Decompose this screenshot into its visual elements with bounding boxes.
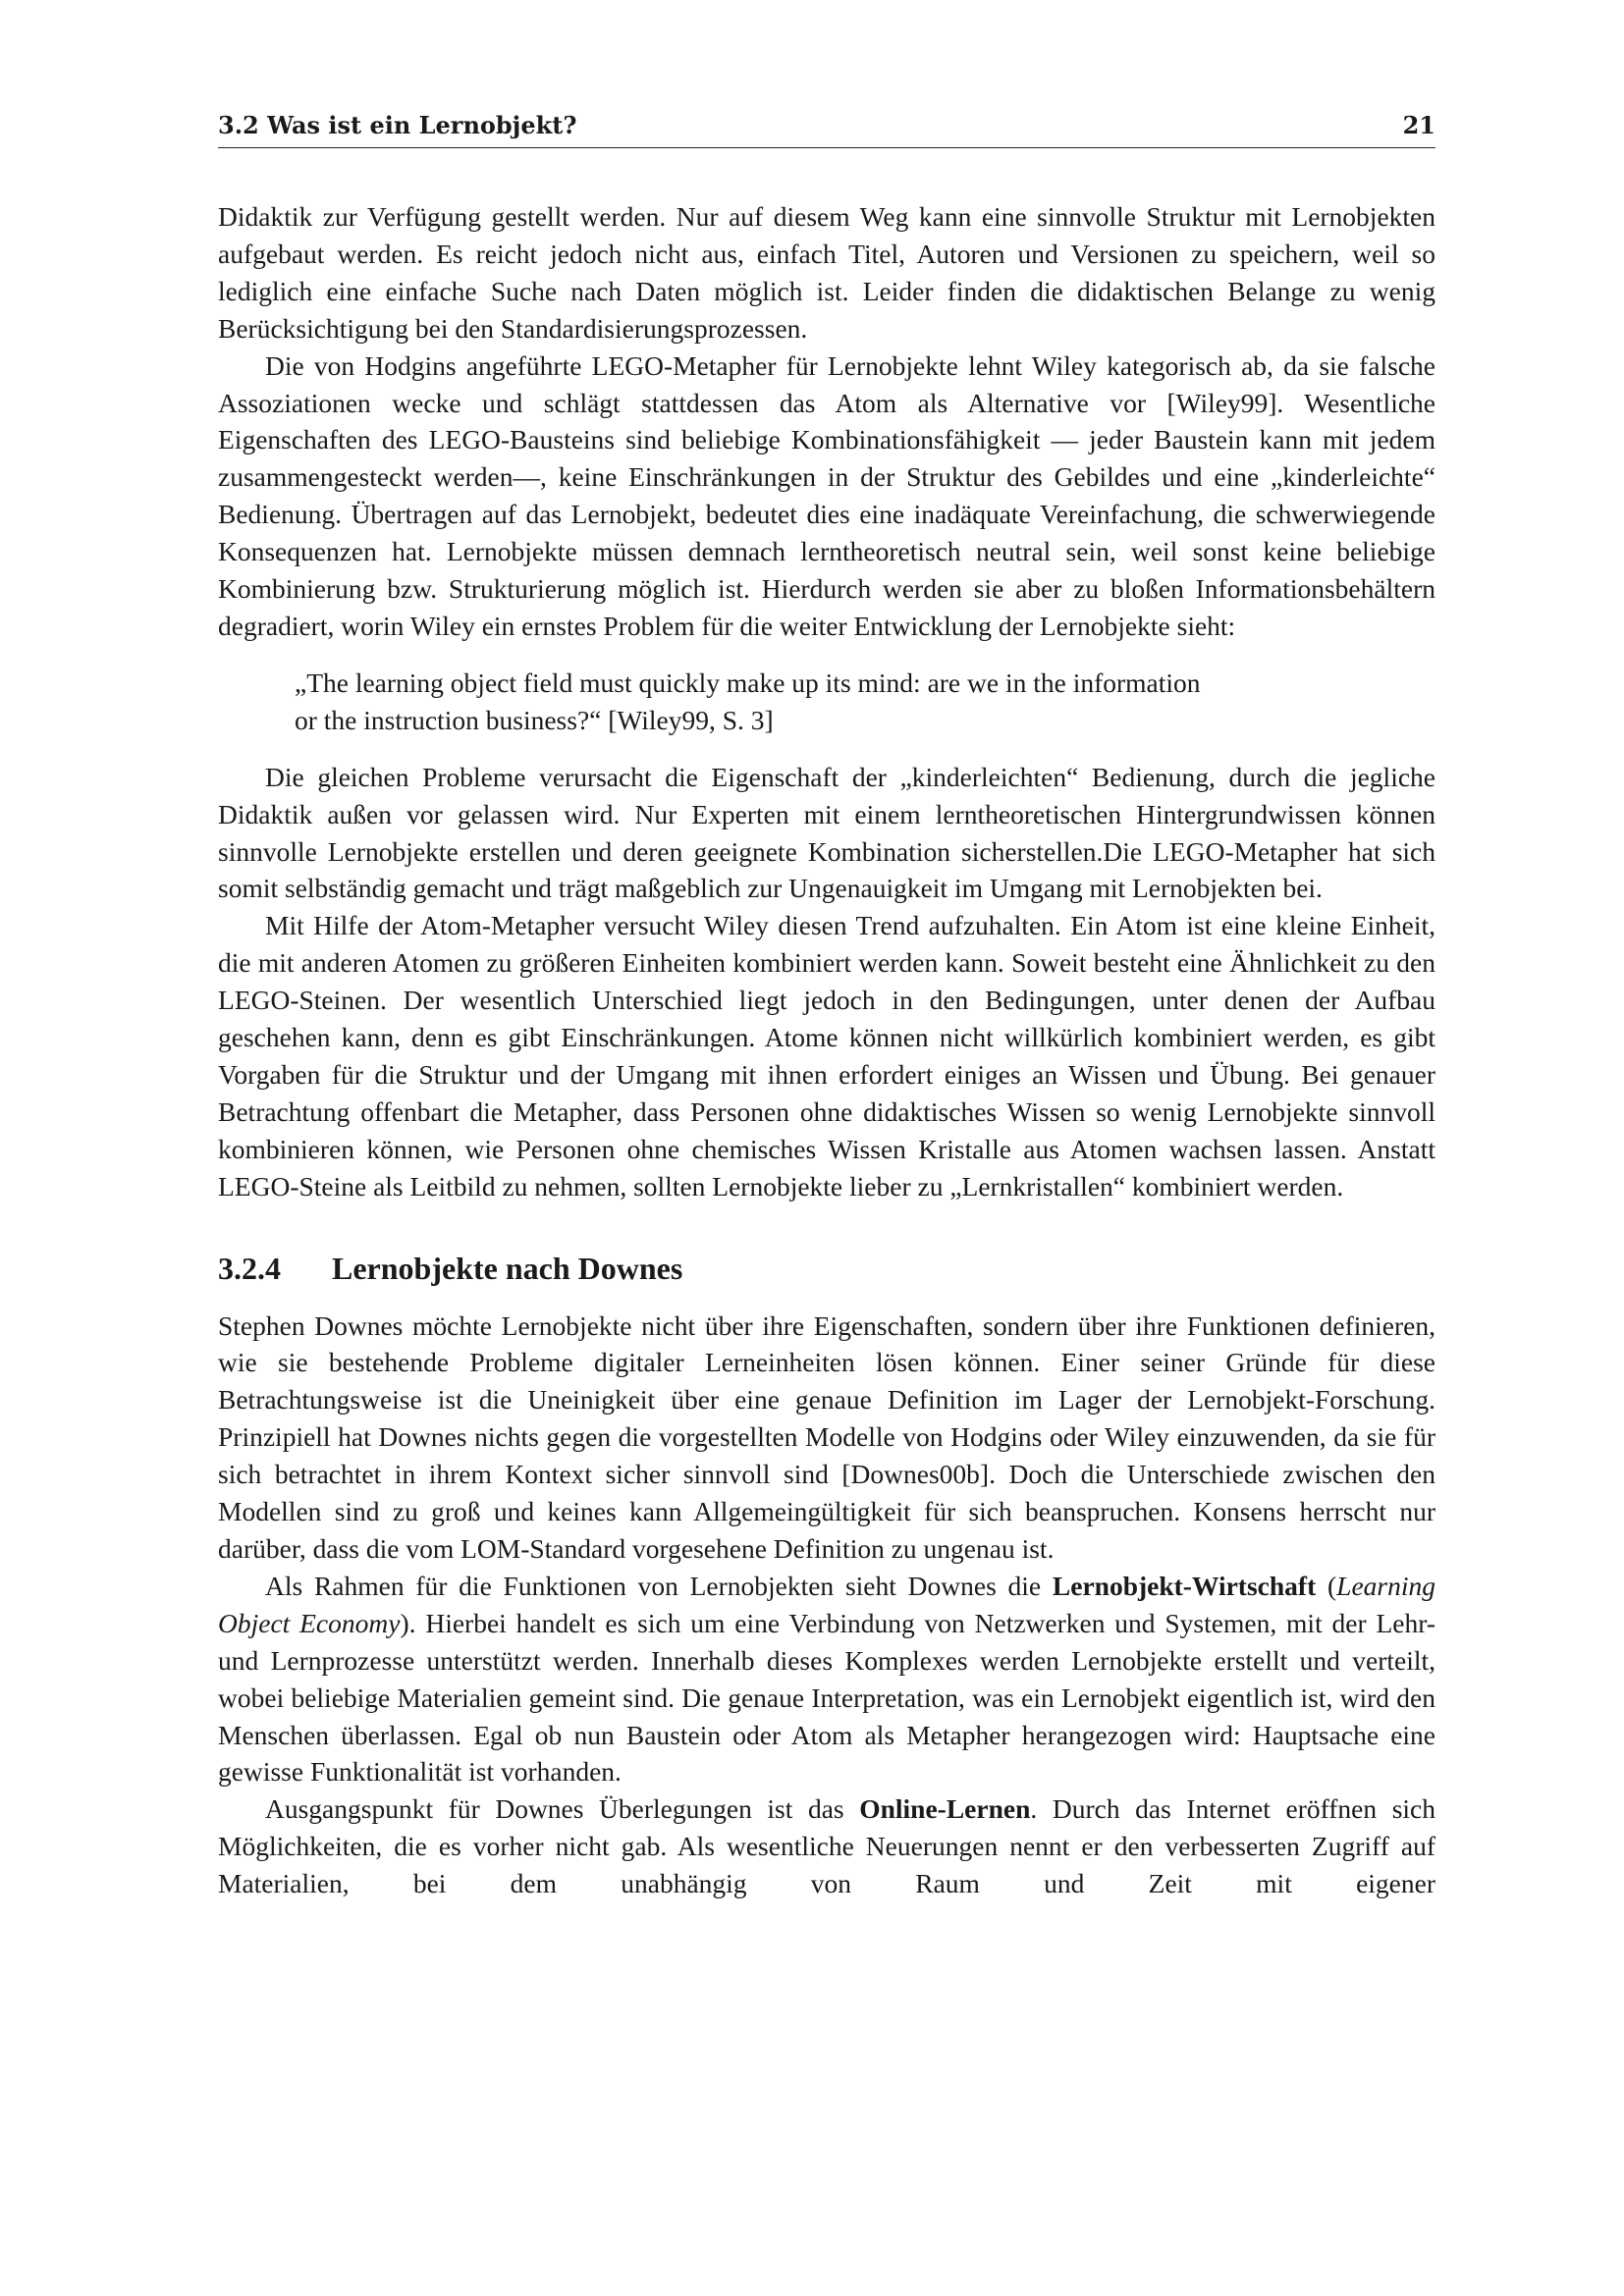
quote-line: „The learning object field must quickly make up its mind: are we in the information — [295, 667, 1201, 698]
page-number: 21 — [1402, 111, 1435, 139]
paragraph: Die von Hodgins angeführte LEGO-Metapher für Lernobjekte lehnt Wiley kategorisch ab, da sie falsche Assoziationen wecke und schlägt stattdessen das Atom als Alternative vor [Wiley99]. Wesentliche Eigenschaften des LEGO-Bausteins sind beliebige Kombinationsfähigkeit — jeder Baustein kann mit jedem zusammengesteckt werden—, keine Einschränkungen in der Struktur des Gebildes und eine „kinderleichte“ Bedienung. Übertragen auf das Lernobjekt, bedeutet dies eine inadäquate Vereinfachung, die schwerwiegende Konsequenzen hat. Lernobjekte müssen demnach lerntheoretisch neutral sein, weil sonst keine beliebige Kombinierung bzw. Strukturierung möglich ist. Hierdurch werden sie aber zu bloßen Informationsbehältern degradiert, worin Wiley ein ernstes Problem für die weiter Entwicklung der Lernobjekte sieht: — [218, 349, 1435, 641]
paragraph: Didaktik zur Verfügung gestellt werden. Nur auf diesem Weg kann eine sinnvolle Struktur mit Lernobjekten aufgebaut werden. Es reicht jedoch nicht aus, einfach Titel, Autoren und Versionen zu speichern, weil so lediglich eine einfache Suche nach Daten möglich ist. Leider finden die didaktischen Belange zu wenig Berücksichtigung bei den Standardisierungsprozessen. — [218, 201, 1435, 344]
bold-term: Lernobjekt-Wirtschaft — [1052, 1570, 1317, 1601]
paragraph: Stephen Downes möchte Lernobjekte nicht über ihre Eigenschaften, sondern über ihre Funktionen definieren, wie sie bestehende Probleme digitaler Lerneinheiten lösen können. Einer seiner Gründe für diese Betrachtungsweise ist die Uneinigkeit über eine genaue Definition im Lager der Lernobjekt-Forschung. Prinzipiell hat Downes nichts gegen die vorgestellten Modelle von Hodgins oder Wiley einzuwenden, da sie für sich betrachtet in ihrem Kontext sicher sinnvoll sind [Downes00b]. Doch die Unterschiede zwischen den Modellen sind zu groß und keines kann Allgemeingültigkeit für sich beanspruchen. Konsens herrscht nur darüber, dass die vom LOM-Standard vorgesehene Definition zu ungenau ist. — [218, 1309, 1435, 1564]
body-text — [218, 198, 1435, 1902]
bold-term: Online-Lernen — [859, 1793, 1031, 1825]
paragraph: Die gleichen Probleme verursacht die Eigenschaft der „kinderleichten“ Bedienung, durch die jegliche Didaktik außen vor gelassen wird. Nur Experten mit einem lerntheoretischen Hintergrundwissen können sinnvolle Lernobjekte erstellen und deren geeignete Kombination sicherstellen.Die LEGO-Metapher hat sich somit selbständig gemacht und trägt maßgeblich zur Ungenauigkeit im Umgang mit Lernobjekten bei. — [218, 761, 1435, 904]
text-run: ). Hierbei handelt es sich um eine Verbindung von Netzwerken und Systemen, mit der Lehr- und Lernprozesse unterstützt werden. Innerhalb dieses Komplexes werden Lernobjekte erstellt und verteilt, wobei beliebige Materialien gemeint sind. Die genaue Interpretation, was ein Lernobjekt eigentlich ist, wird den Menschen überlassen. Egal ob nun Baustein oder Atom als Metapher herangezogen wird: Hauptsache eine gewisse Funktionalität ist vorhanden. — [218, 1607, 1436, 1788]
section-heading — [218, 1249, 1435, 1288]
paragraph — [218, 1790, 1435, 1902]
paragraph: Mit Hilfe der Atom-Metapher versucht Wiley diesen Trend aufzuhalten. Ein Atom ist eine kleine Einheit, die mit anderen Atomen zu größeren Einheiten kombiniert werden kann. Soweit besteht eine Ähnlichkeit zu den LEGO-Steinen. Der wesentlich Unterschied liegt jedoch in den Bedingungen, unter denen der Aufbau geschehen kann, denn es gibt Einschränkungen. Atome können nicht willkürlich kombiniert werden, es gibt Vorgaben für die Struktur und der Umgang mit ihnen erfordert einiges an Wissen und Übung. Bei genauer Betrachtung offenbart die Metapher, dass Personen ohne didaktisches Wissen so wenig Lernobjekte sinnvoll kombinieren können, wie Personen ohne chemisches Wissen Kristalle aus Atomen wachsen lassen. Anstatt LEGO-Steine als Leitbild zu nehmen, sollten Lernobjekte lieber zu „Lernkristallen“ kombiniert werden. — [218, 910, 1435, 1201]
section-title: Lernobjekte nach Downes — [332, 1250, 683, 1286]
paragraph — [218, 1568, 1435, 1790]
running-header — [218, 108, 1435, 148]
header-section-title: 3.2 Was ist ein Lernobjekt? — [218, 111, 577, 139]
text-run: Ausgangspunkt für Downes Überlegungen ist das — [265, 1793, 860, 1825]
quote-line: or the instruction business?“ [Wiley99, S. 3] — [295, 704, 774, 735]
italic-term: Learning Object Economy — [218, 1570, 1435, 1638]
text-run: ( — [1316, 1570, 1337, 1601]
section-number: 3.2.4 — [218, 1250, 281, 1286]
block-quote — [295, 665, 1365, 739]
text-run: . Durch das Internet eröffnen sich Möglichkeiten, die es vorher nicht gab. Als wesentliche Neuerungen nennt er den verbesserten Zugriff auf Materialien, bei dem unabhängig von Raum und Zeit mit eigener — [218, 1793, 1436, 1899]
text-run: Als Rahmen für die Funktionen von Lernobjekten sieht Downes die — [265, 1570, 1053, 1601]
